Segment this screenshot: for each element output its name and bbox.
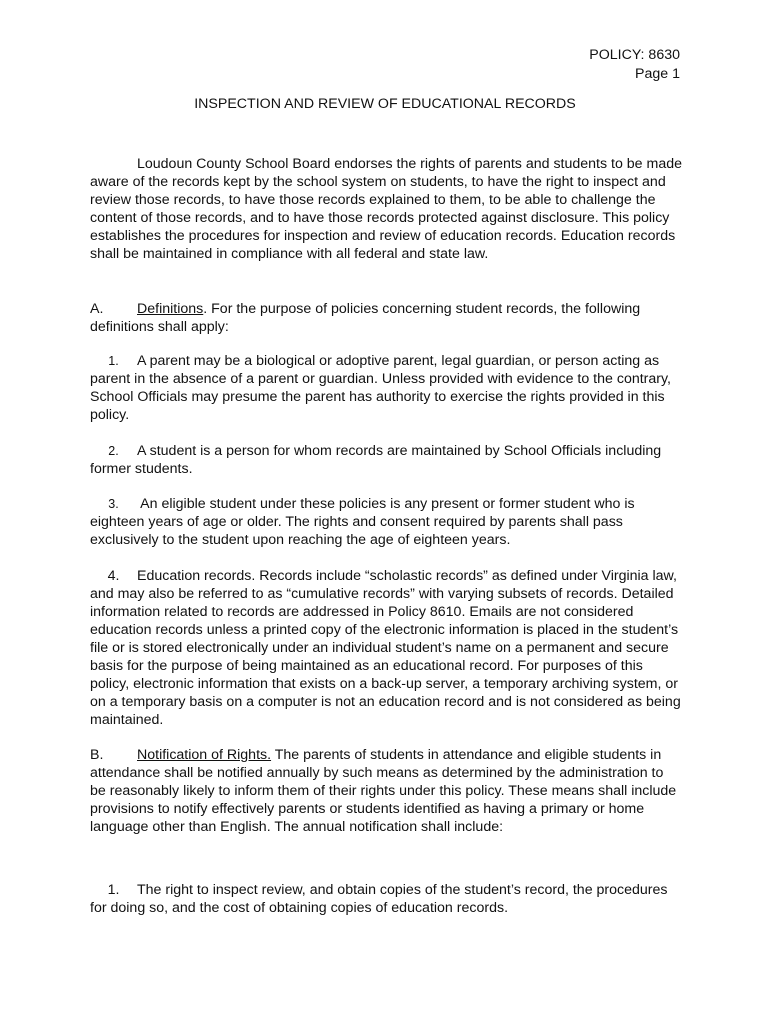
notification-item-1 <box>90 881 682 917</box>
intro-text: Loudoun County School Board endorses the rights of parents and students to be made aware of the records kept by the school system on students, to have the right to inspect and review those records, to have those records explained to them, to be able to challenge the content of those records, and to have those records protected against disclosure. This policy establishes the procedures for inspection and review of education records. Education records shall be maintained in compliance with all federal and state law. <box>90 156 683 262</box>
section-a-letter: A. <box>90 301 104 317</box>
document-title: INSPECTION AND REVIEW OF EDUCATIONAL RECORDS <box>194 96 576 112</box>
item-number: 3. <box>108 497 119 511</box>
item-text: The right to inspect review, and obtain copies of the student’s record, the procedures for doing so, and the cost of obtaining copies of education records. <box>90 882 668 916</box>
item-number: 4. <box>107 568 120 584</box>
section-b-text: The parents of students in attendance and eligible students in attendance shall be notified annually by such means as determined by the administration to be reasonably likely to inform them of their rights under this policy. These means shall include provisions to notify effectively parents or students identified as having a primary or home language other than English. The annual notification shall include: <box>90 747 677 835</box>
definition-item-1 <box>90 352 682 424</box>
definition-item-3 <box>90 495 682 549</box>
section-a-heading: Definitions <box>137 301 204 317</box>
section-b-paragraph <box>90 746 682 836</box>
definition-item-4 <box>90 567 682 729</box>
item-text: A student is a person for whom records are maintained by School Officials including former students. <box>90 443 662 477</box>
item-number: 1. <box>107 882 120 898</box>
section-b-heading: Notification of Rights. <box>137 747 272 763</box>
item-text: A parent may be a biological or adoptive parent, legal guardian, or person acting as parent in the absence of a parent or guardian. Unless provided with evidence to the contrary, School Officials may presume the parent has authority to exercise the rights provided in this policy. <box>90 353 671 423</box>
section-a-paragraph <box>90 300 682 336</box>
item-number: 2. <box>108 444 119 458</box>
item-text: Education records. Records include “scholastic records” as defined under Virginia law, and may also be referred to as “cumulative records” with varying subsets of records. Detailed information related to records are addressed in Policy 8610. Emails are not considered education records unless a printed copy of the electronic information is placed in the student’s file or is stored electronically under an individual student’s name on a permanent and secure basis for the purpose of being maintained as an educational record. For purposes of this policy, electronic information that exists on a back-up server, a temporary archiving system, or on a temporary basis on a computer is not an education record and is not considered as being maintained. <box>90 568 681 728</box>
item-number: 1. <box>108 354 119 368</box>
definition-item-2 <box>90 442 682 478</box>
item-text: An eligible student under these policies is any present or former student who is eighteen years of age or older. The rights and consent required by parents shall pass exclusively to the student upon reaching the age of eighteen years. <box>90 496 635 548</box>
intro-paragraph <box>90 155 682 263</box>
page-header <box>589 46 680 84</box>
section-a-text: . For the purpose of policies concerning student records, the following definitions shall apply: <box>90 301 641 335</box>
policy-number: POLICY: 8630 <box>589 47 680 63</box>
page-number: Page 1 <box>635 66 680 82</box>
section-b-letter: B. <box>90 747 104 763</box>
